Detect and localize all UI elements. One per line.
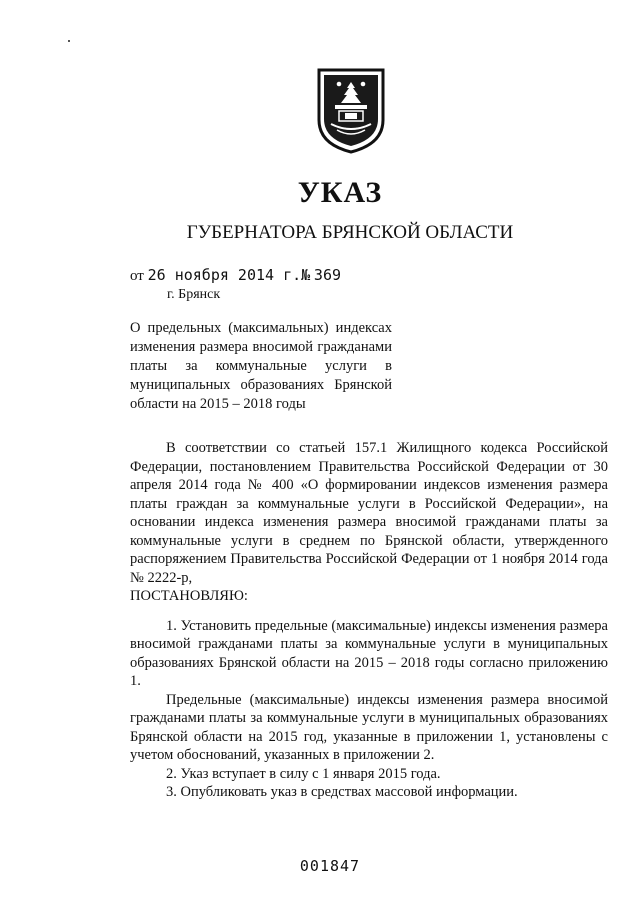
item-1-paragraph: 1. Установить предельные (максимальные) индексы изменения размера вносимой гражданами платы за коммунальные услуги в муниципальных образованиях Брянской области на 2015 – 2018 годы согласно приложению 1. (130, 617, 608, 689)
decree-date: 26 ноября 2014 г. (147, 266, 302, 284)
decree-word: ПОСТАНОВЛЯЮ: (130, 588, 248, 604)
coat-of-arms-emblem (317, 68, 385, 154)
scan-speck (68, 40, 70, 42)
document-body (130, 439, 608, 802)
decree-number: 369 (313, 266, 342, 284)
item-1-note-paragraph: Предельные (максимальные) индексы изменения размера вносимой гражданами платы за коммунальные услуги в муниципальных образованиях Брянской области на 2015 год, указанные в приложении 1, установлены с учетом обоснований, указанных в приложении 2. (130, 691, 608, 763)
coat-of-arms-icon (317, 68, 385, 154)
decree-subject: О предельных (максимальных) индексах изменения размера вносимой гражданами платы за коммунальные услуги в муниципальных образованиях Брянской области на 2015 – 2018 годы (130, 320, 392, 412)
serial-number: 001847 (299, 857, 361, 875)
preamble-paragraph: В соответствии со статьей 157.1 Жилищного кодекса Российской Федерации, постановлением Правительства Российской Федерации от 30 апреля 2014 года № 400 «О формировании индексов изменения размера платы граждан за коммунальные услуги в Российской Федерации», на основании индекса изменения размера вносимой гражданами платы за коммунальные услуги в среднем по Брянской области, утвержденного распоряжением Правительства Российской Федерации от 1 ноября 2014 года № 2222-р, (130, 440, 608, 586)
issuer-subtitle: ГУБЕРНАТОРА БРЯНСКОЙ ОБЛАСТИ (186, 222, 514, 243)
date-line (130, 266, 341, 285)
number-sign: № (301, 266, 311, 284)
city-label: г. Брянск (167, 287, 221, 302)
document-title: УКАЗ (297, 176, 383, 209)
date-prefix: от (130, 268, 144, 284)
item-2-paragraph: 2. Указ вступает в силу с 1 января 2015 года. (166, 765, 441, 782)
item-3-paragraph: 3. Опубликовать указ в средствах массовой информации. (166, 784, 518, 800)
